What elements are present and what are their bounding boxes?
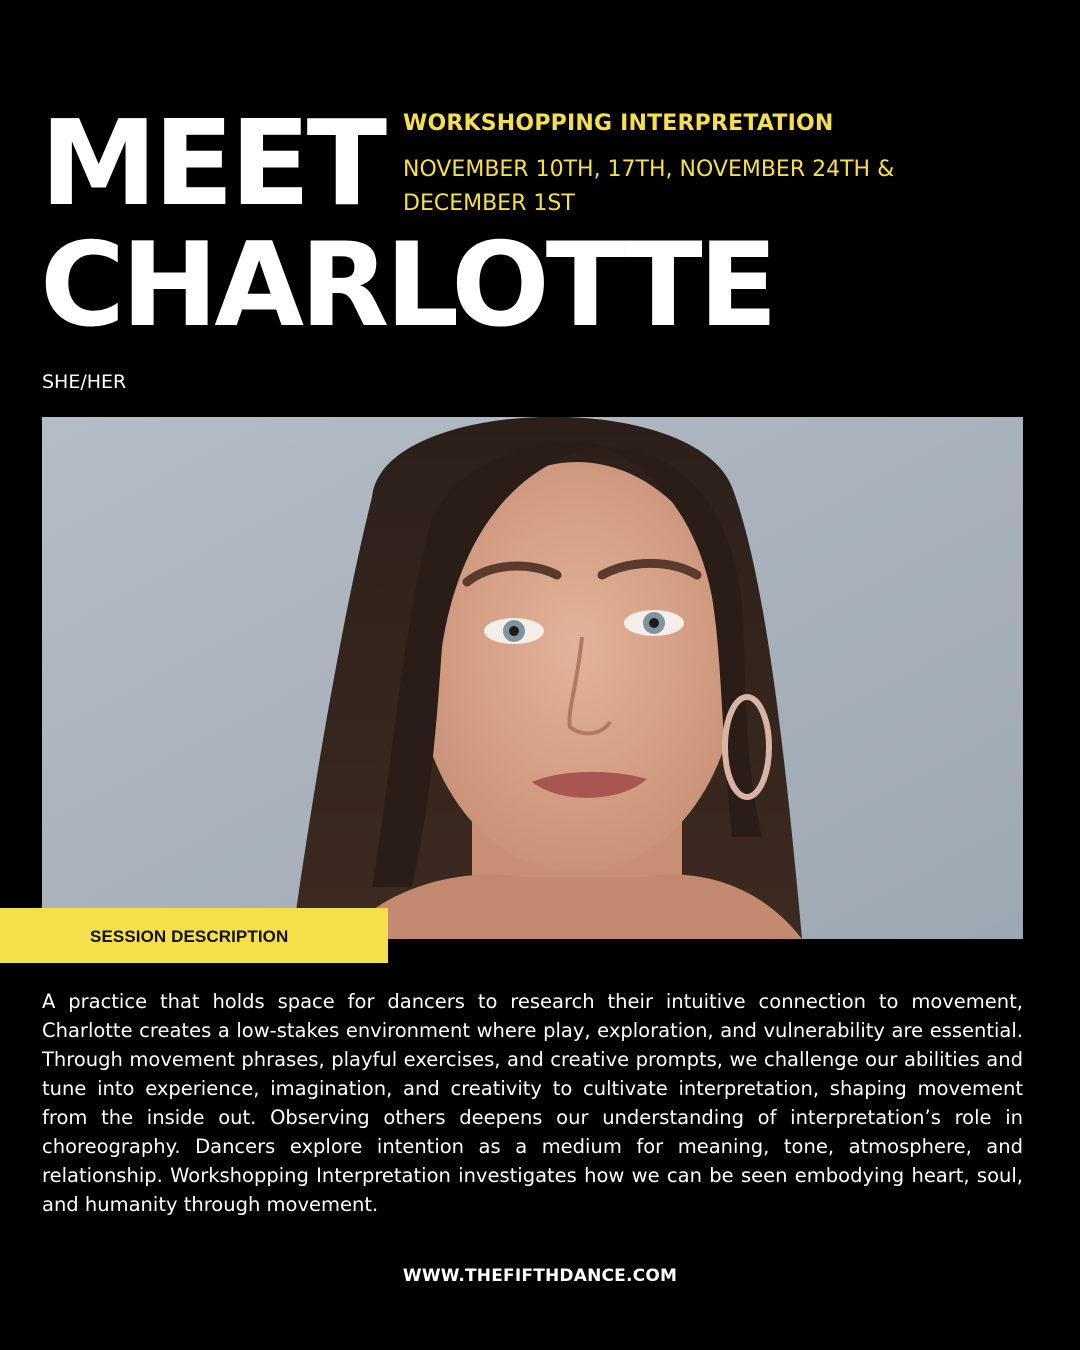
session-description-text: A practice that holds space for dancers to research their intuitive connection to movement, Charlotte creates a low-stakes environment where play, exploration, and vulnerability are essential. Through movement phrases, playful exercises, and creative prompts, we challenge our abilities and tune into experience, imagination, and creativity to cultivate interpretation, shaping movement from the inside out. Observing others deepens our understanding of interpretation’s role in choreography. Dancers explore intention as a medium for meaning, tone, atmosphere, and relationship. Workshopping Interpretation investigates how we can be seen embodying heart, soul, and humanity through movement.: [42, 990, 1023, 1216]
website-url[interactable]: WWW.THEFIFTHDANCE.COM: [402, 1266, 678, 1286]
event-dates: NOVEMBER 10TH, 17TH, NOVEMBER 24TH & DECEMBER 1ST: [403, 157, 895, 216]
event-title: WORKSHOPPING INTERPRETATION: [403, 111, 834, 136]
pronouns: SHE/HER: [42, 371, 127, 393]
session-description-label: [0, 908, 388, 963]
title-charlotte: CHARLOTTE: [40, 218, 774, 353]
title-meet: MEET: [40, 94, 384, 232]
portrait-photo: [42, 417, 1023, 939]
session-label-text: SESSION DESCRIPTION: [90, 927, 289, 946]
